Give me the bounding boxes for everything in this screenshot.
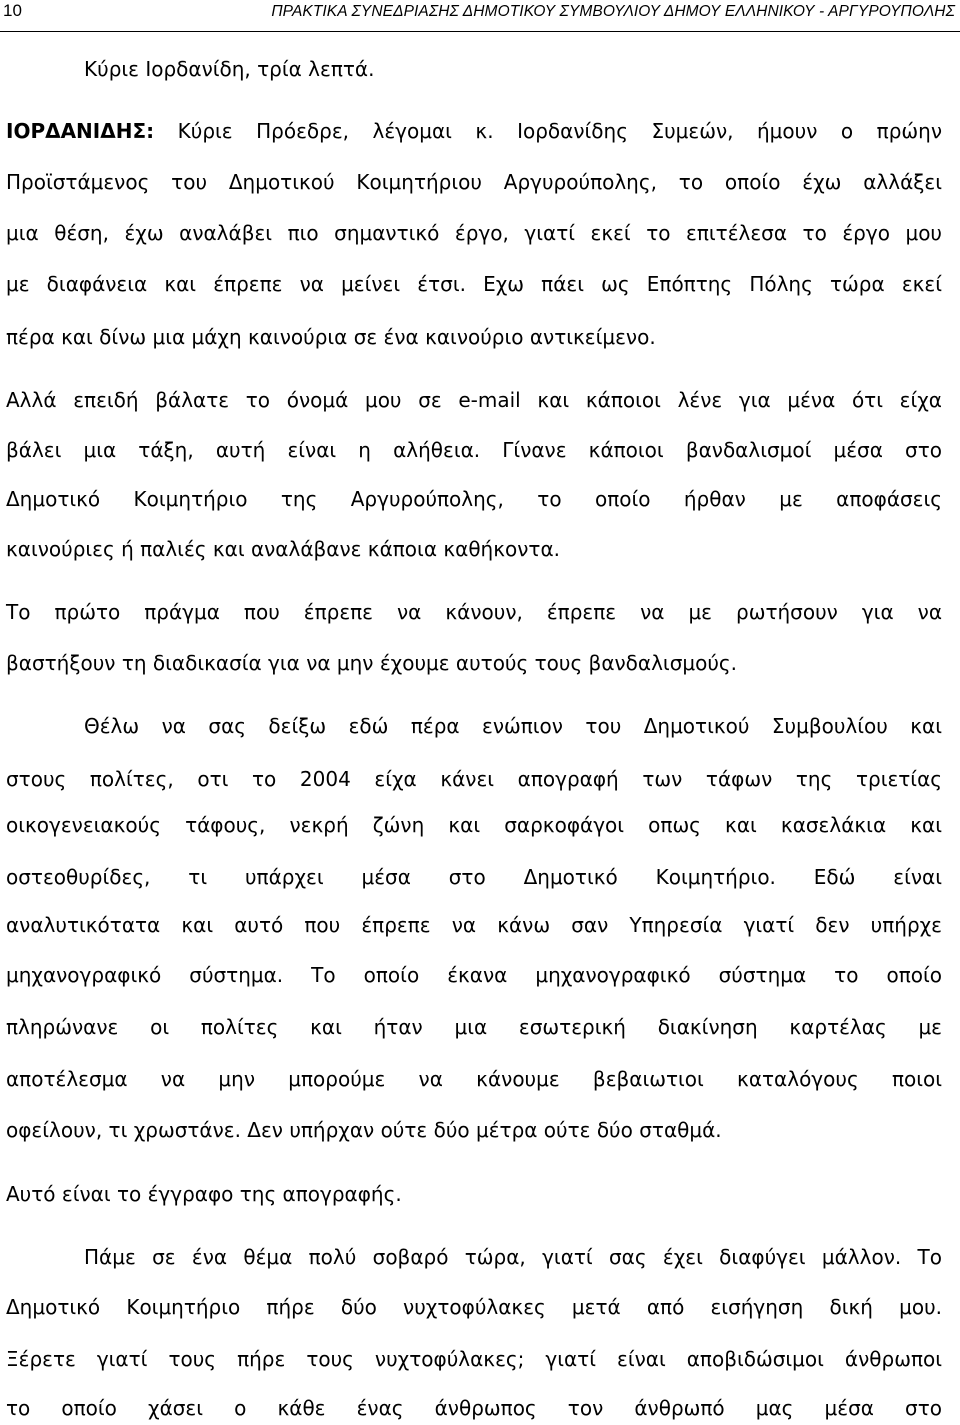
page-header xyxy=(0,0,960,34)
text-line: Προϊστάμενος του Δημοτικού Κοιμητήριου Αργυρούπολης, το οποίο έχω αλλάξει xyxy=(6,170,942,194)
text-line: Δημοτικό Κοιμητήριο πήρε δύο νυχτοφύλακες μετά από εισήγηση δική μου. xyxy=(6,1295,942,1319)
text-line: πληρώνανε οι πολίτες και ήταν μια εσωτερική διακίνηση καρτέλας με xyxy=(6,1015,942,1039)
text-line: Δημοτικό Κοιμητήριο της Αργυρούπολης, το οποίο ήρθαν με αποφάσεις xyxy=(6,487,942,511)
text-line: βάλει μια τάξη, αυτή είναι η αλήθεια. Γίνανε κάποιοι βανδαλισμοί μέσα στο xyxy=(6,438,942,462)
text-line: καινούριες ή παλιές και αναλάβανε κάποια καθήκοντα. xyxy=(6,537,561,561)
text-line: πέρα και δίνω μια μάχη καινούρια σε ένα καινούριο αντικείμενο. xyxy=(6,325,656,349)
text-line: μηχανογραφικό σύστημα. Το οποίο έκανα μηχανογραφικό σύστημα το οποίο xyxy=(6,963,942,987)
text-line: οφείλουν, τι χρωστάνε. Δεν υπήρχαν ούτε δύο μέτρα ούτε δύο σταθμά. xyxy=(6,1118,722,1142)
header-rule xyxy=(0,31,960,32)
text-line: οστεοθυρίδες, τι υπάρχει μέσα στο Δημοτικό Κοιμητήριο. Εδώ είναι xyxy=(6,865,942,889)
text-line: Το πρώτο πράγμα που έπρεπε να κάνουν, έπρεπε να με ρωτήσουν για να xyxy=(6,600,942,624)
text-line: αναλυτικότατα και αυτό που έπρεπε να κάνω σαν Υπηρεσία γιατί δεν υπήρχε xyxy=(6,913,942,937)
text-line: με διαφάνεια και έπρεπε να μείνει έτσι. Εχω πάει ως Επόπτης Πόλης τώρα εκεί xyxy=(6,272,942,296)
header-title: ΠΡΑΚΤΙΚΑ ΣΥΝΕΔΡΙΑΣΗΣ ΔΗΜΟΤΙΚΟΥ ΣΥΜΒΟΥΛΙΟΥ ΔΗΜΟΥ ΕΛΛΗΝΙΚΟΥ - ΑΡΓΥΡΟΥΠΟΛΗΣ xyxy=(271,3,955,20)
speaker-name: ΙΟΡΔΑΝΙΔΗΣ: xyxy=(6,119,155,143)
text-line xyxy=(6,119,942,143)
text-line: βαστήξουν τη διαδικασία για να μην έχουμε αυτούς τους βανδαλισμούς. xyxy=(6,651,737,675)
text-line: μια θέση, έχω αναλάβει πιο σημαντικό έργο, γιατί εκεί το επιτέλεσα το έργο μου xyxy=(6,221,942,245)
text-line: Κύριε Ιορδανίδη, τρία λεπτά. xyxy=(84,57,375,81)
text-line: το οποίο χάσει ο κάθε ένας άνθρωπος τον άνθρωπό μας μέσα στο xyxy=(6,1396,942,1420)
text-line: Πάμε σε ένα θέμα πολύ σοβαρό τώρα, γιατί σας έχει διαφύγει μάλλον. Το xyxy=(84,1245,942,1269)
page-number: 10 xyxy=(3,1,22,20)
text-line: αποτέλεσμα να μην μπορούμε να κάνουμε βεβαιωτιοι καταλόγους ποιοι xyxy=(6,1067,942,1091)
text-line: Αλλά επειδή βάλατε το όνομά μου σε e-mail και κάποιοι λένε για μένα ότι είχα xyxy=(6,388,942,412)
text-line: Ξέρετε γιατί τους πήρε τους νυχτοφύλακες; γιατί είναι αποβιδώσιμοι άνθρωποι xyxy=(6,1347,942,1371)
text-line: στους πολίτες, οτι το 2004 είχα κάνει απογραφή των τάφων της τριετίας xyxy=(6,767,942,791)
text-line: Αυτό είναι το έγγραφο της απογραφής. xyxy=(6,1182,402,1206)
speech-text: Κύριε Πρόεδρε, λέγομαι κ. Ιορδανίδης Συμεών, ήμουν ο πρώην xyxy=(154,119,942,143)
text-line: Θέλω να σας δείξω εδώ πέρα ενώπιον του Δημοτικού Συμβουλίου και xyxy=(84,714,942,738)
text-line: οικογενειακούς τάφους, νεκρή ζώνη και σαρκοφάγοι οπως και κασελάκια και xyxy=(6,813,942,837)
